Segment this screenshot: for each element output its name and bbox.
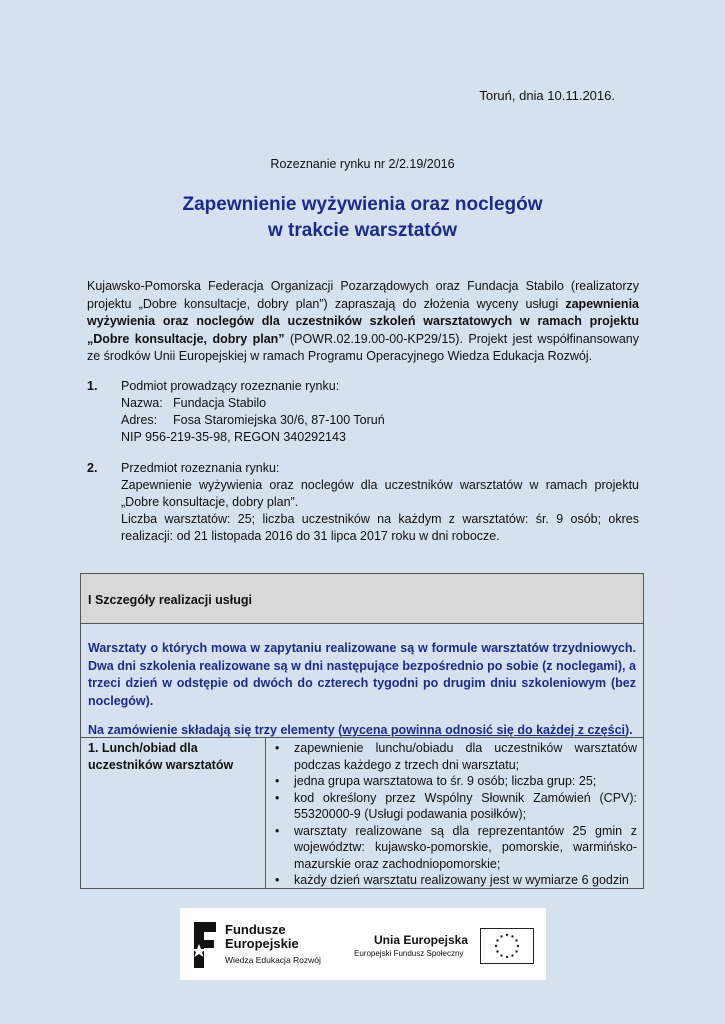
section-2-text-2: Liczba warsztatów: 25; liczba uczestników na każdym z warsztatów: śr. 9 osób; okres realizacji: od 21 listopada 2016 do 31 lipca 2017 roku w dni robocze. (121, 512, 639, 543)
address-label: Adres: (121, 413, 158, 427)
title-line-1: Zapewnienie wyżywienia oraz noclegów (182, 194, 543, 215)
service-details-table (80, 573, 644, 889)
list-item-text: kod określony przez Wspólny Słownik Zamówień (CPV): 55320000-9 (Usługi podawania posiłków); (294, 790, 637, 821)
eu-star-icon (496, 939, 498, 941)
list-item (272, 773, 637, 790)
intro-text-1: Kujawsko-Pomorska Federacja Organizacji Pozarządowych oraz Fundacja Stabilo (realizatorzy projektu „Dobre konsultacje, dobry plan”) zapraszają do złożenia wyceny usługi (87, 279, 639, 311)
bullet-icon: • (275, 790, 280, 805)
name-label: Nazwa: (121, 396, 163, 410)
row-content (266, 738, 643, 889)
desc2-text-2: ). (625, 723, 633, 737)
eu-star-icon (515, 950, 517, 952)
section-2-text-1: Zapewnienie wyżywienia oraz noclegów dla uczestników warsztatów w ramach projektu „Dobre konsultacje, dobry plan”. (121, 478, 639, 509)
bullet-list (272, 740, 637, 889)
section-1-heading: Podmiot prowadzący rozeznanie rynku: (121, 379, 340, 393)
section-2-heading: Przedmiot rozeznania rynku: (121, 461, 280, 475)
intro-bold-text: zapewnienia wyżywienia oraz noclegów dla uczestników szkoleń warsztatowych w ramach projektu „Dobre konsultacje, dobry plan” (87, 296, 639, 346)
list-item-text: zapewnienie lunchu/obiadu dla uczestników warsztatów podczas każdego z trzech dni warsztatu; (294, 741, 637, 772)
table-description-2 (88, 722, 636, 740)
eu-star-icon (500, 935, 502, 937)
list-item (272, 740, 637, 773)
eu-star-icon (511, 954, 513, 956)
eu-star-icon (517, 945, 519, 947)
name-value: Fundacja Stabilo (173, 396, 267, 410)
bullet-icon: • (275, 823, 280, 838)
table-description (81, 624, 643, 738)
tax-ids: NIP 956-219-35-98, REGON 340292143 (121, 430, 346, 444)
eu-star-icon (506, 956, 508, 958)
reference-number: Rozeznanie rynku nr 2/2.19/2016 (270, 157, 455, 171)
list-item-text: jedna grupa warsztatowa to śr. 9 osób; liczba grup: 25; (294, 774, 597, 788)
section-1-number: 1. (87, 379, 98, 393)
table-row (81, 738, 643, 889)
eu-star-icon (515, 939, 517, 941)
eu-logo-name: Unia Europejska (374, 933, 469, 947)
name-line (121, 395, 639, 412)
section-2 (87, 460, 639, 545)
table-header: I Szczegóły realizacji usługi (81, 574, 643, 624)
footer-logos (180, 908, 546, 980)
fundusze-europejskie-logo-icon (190, 920, 220, 970)
eu-logo-subtitle: Europejski Fundusz Społeczny (354, 949, 464, 958)
intro-text-2: (POWR.02.19.00-00-KP29/15). Projekt jest współfinansowany ze środków Unii Europejskiej w ramach Programu Operacyjnego Wiedza Edukacja Rozwój. (87, 331, 639, 363)
eu-star-icon (495, 945, 497, 947)
address-value: Fosa Staromiejska 30/6, 87-100 Toruń (173, 413, 385, 427)
table-description-1: Warsztaty o których mowa w zapytaniu realizowane są w formule warsztatów trzydniowych. Dwa dni szkolenia realizowane są w dni następujące bezpośrednio po sobie (z noclegami), a trzeci dzień w odstępie od dwóch do czterech tygodni po drugim dniu szkoleniowym (bez noclegów). (88, 641, 636, 708)
fe-logo-subtitle: Wiedza Edukacja Rozwój (225, 955, 321, 965)
intro-paragraph (87, 278, 639, 366)
desc2-text-1: Na zamówienie składają się trzy elementy ( (88, 723, 343, 737)
fe-line-2: Europejskie (225, 936, 299, 951)
list-item (272, 790, 637, 823)
bullet-icon: • (275, 873, 280, 887)
document-title (0, 192, 725, 244)
list-item-text: każdy dzień warsztatu realizowany jest w wymiarze 6 godzin (294, 873, 629, 887)
fe-line-1: Fundusze (225, 922, 286, 937)
eu-star-icon (500, 954, 502, 956)
section-2-number: 2. (87, 461, 98, 475)
title-line-2: w trakcie warsztatów (267, 220, 458, 241)
row-label: 1. Lunch/obiad dla uczestników warsztatów (81, 738, 266, 889)
bullet-icon: • (275, 774, 280, 788)
fe-logo-text (225, 923, 299, 951)
list-item-text: warsztaty realizowane są dla reprezentantów 25 gmin z województw: kujawsko-pomorskie, pomorskie, warmińsko-mazurskie oraz zachodniopomorskie; (294, 823, 637, 871)
address-line (121, 412, 639, 429)
desc2-underlined: wycena powinna odnosić się do każdej z części (342, 723, 626, 737)
section-1 (87, 378, 639, 446)
list-item (272, 823, 637, 873)
eu-star-icon (496, 950, 498, 952)
eu-flag-icon (480, 928, 534, 964)
eu-star-icon (506, 934, 508, 936)
eu-star-icon (511, 935, 513, 937)
list-item (272, 872, 637, 889)
document-date: Toruń, dnia 10.11.2016. (479, 88, 615, 103)
bullet-icon: • (275, 741, 280, 755)
